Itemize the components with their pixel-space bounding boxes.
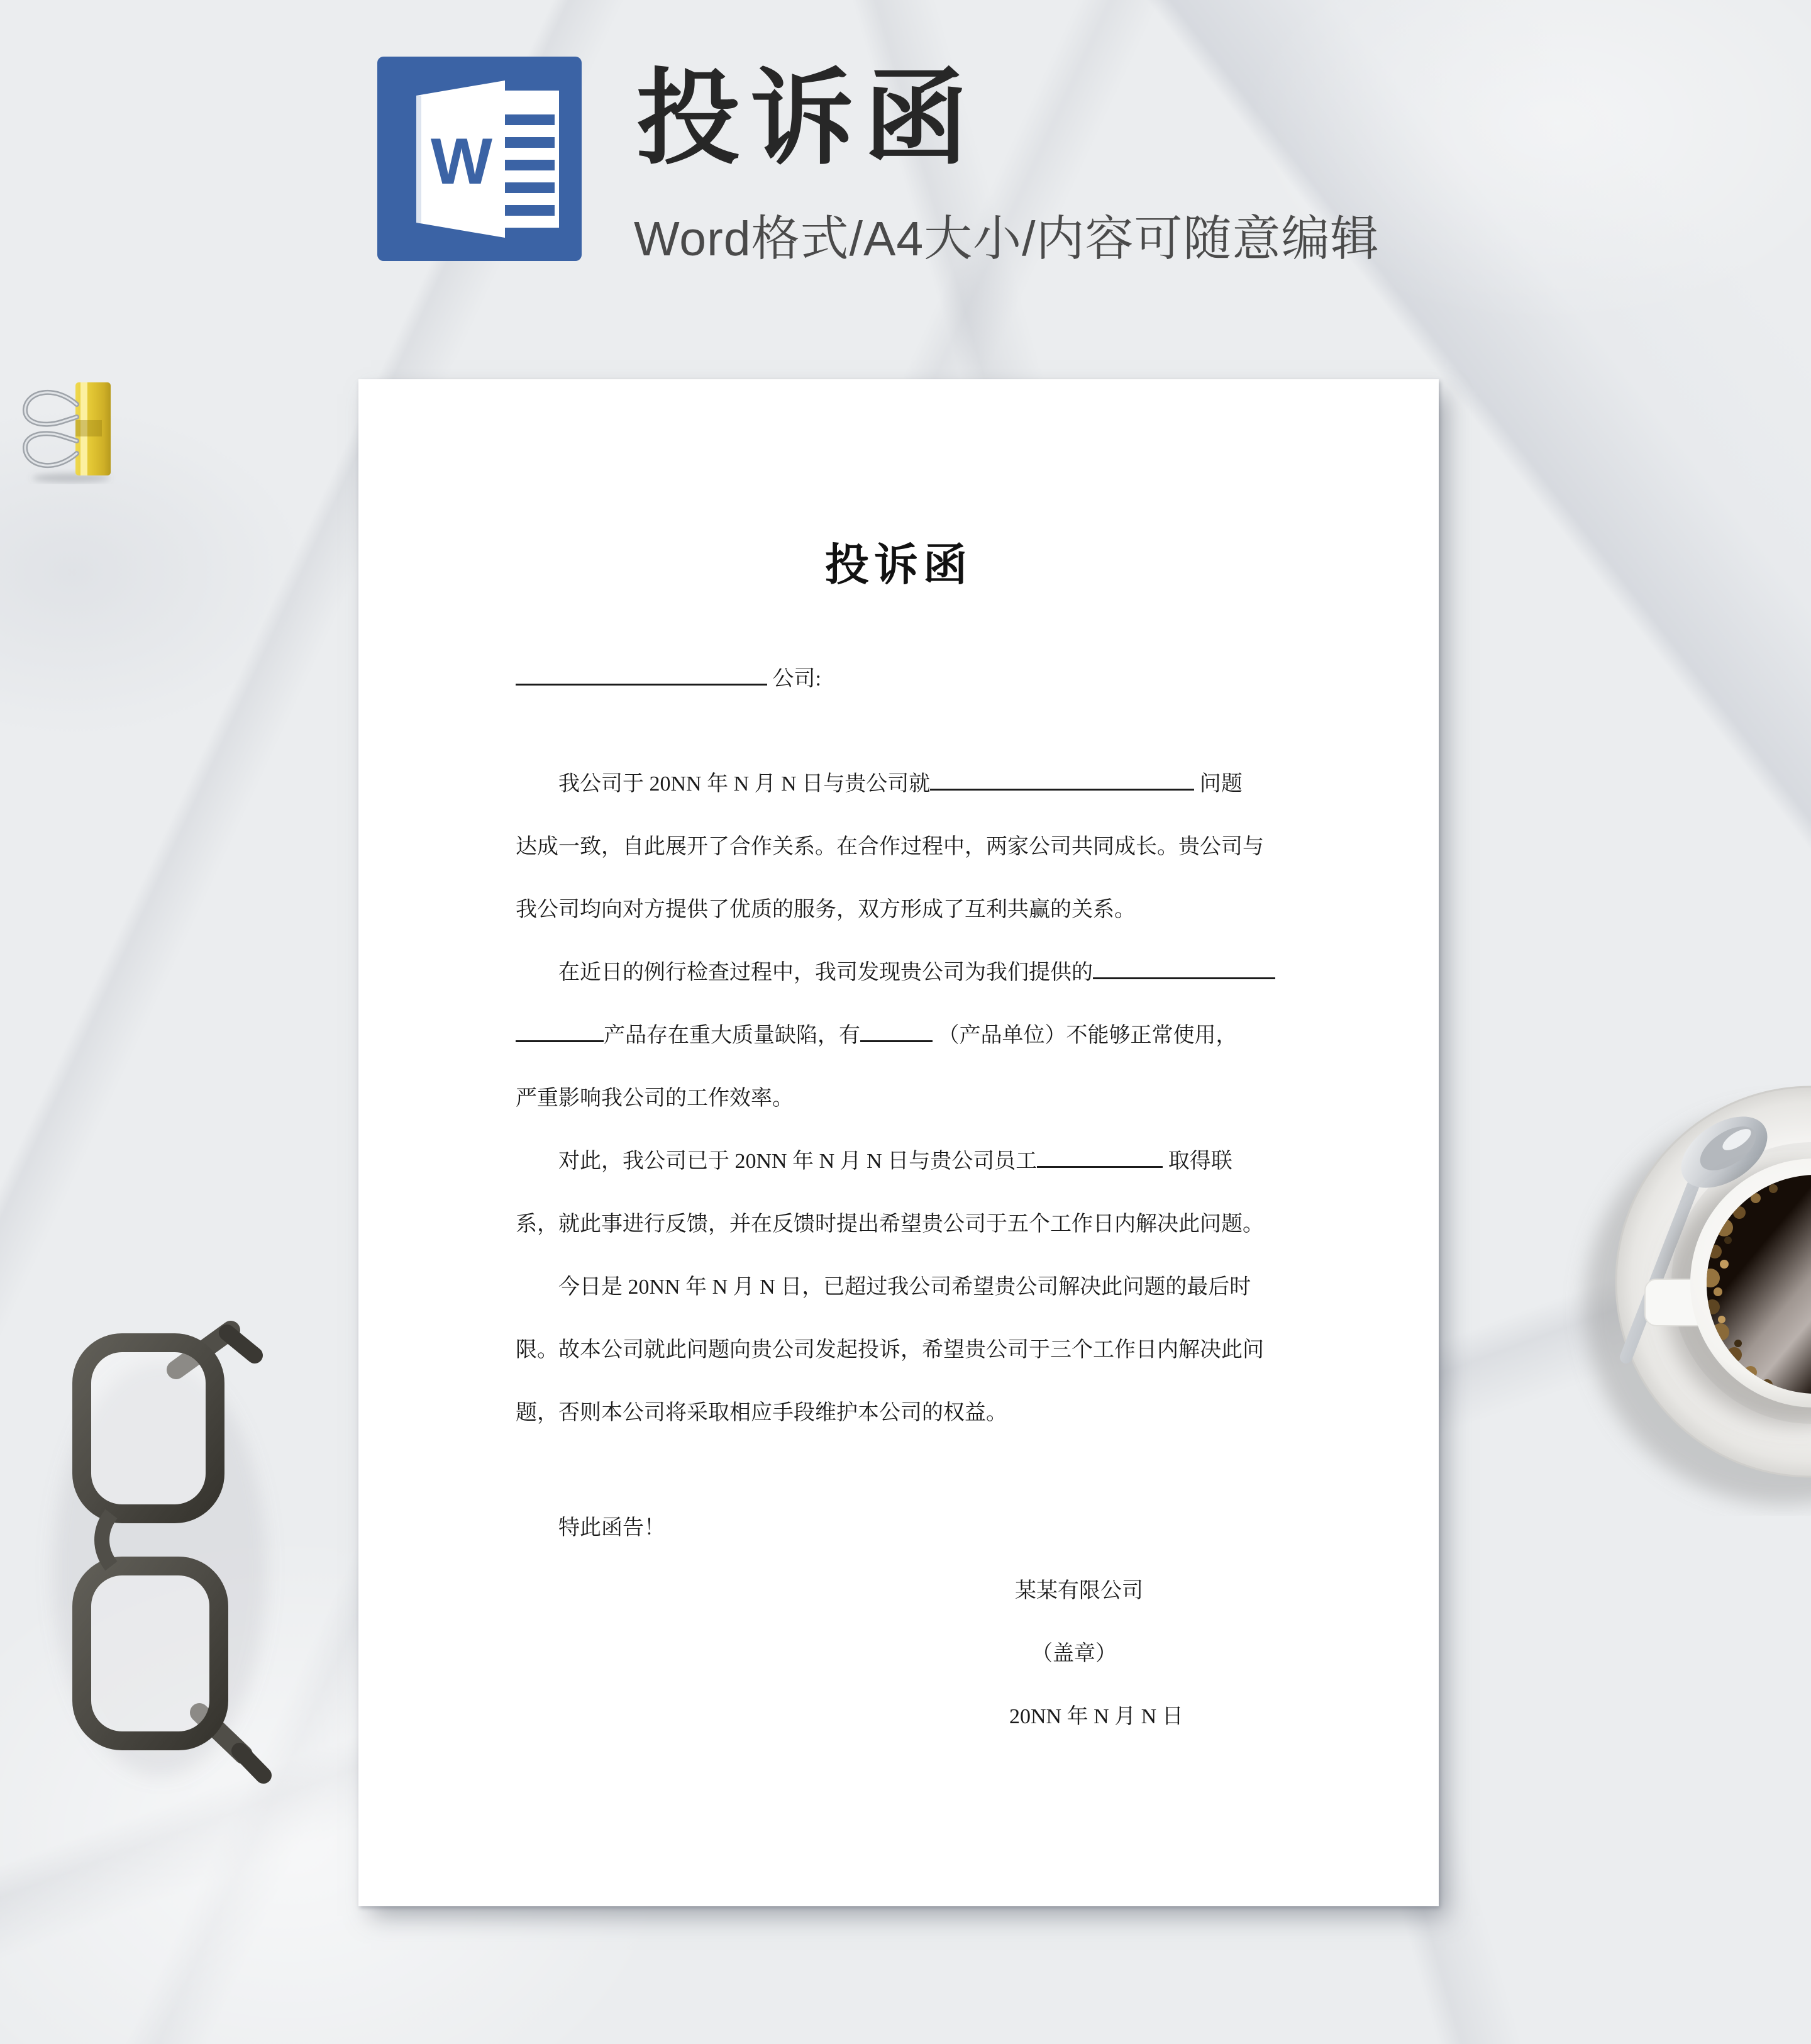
- letter-greeting-line: 公司:: [516, 648, 1283, 711]
- signature-date: 20NN 年 N 月 N 日: [1009, 1705, 1183, 1728]
- signature-seal: （盖章）: [1031, 1642, 1117, 1665]
- blank-underline: [930, 770, 1194, 791]
- coffee-cup-icon: [1559, 1063, 1811, 1516]
- letter-line: 我公司均向对方提供了优质的服务，双方形成了互利共赢的关系。: [516, 898, 1136, 921]
- blank-underline: [516, 665, 767, 686]
- glasses-icon: [35, 1305, 299, 1884]
- document-page: [358, 379, 1439, 1906]
- header-title: 投诉函: [636, 60, 978, 176]
- header-subtitle: Word格式/A4大小/内容可随意编辑: [634, 212, 1380, 266]
- svg-text:W: W: [430, 125, 493, 198]
- word-icon: [377, 57, 582, 261]
- letter-line: 今日是 20NN 年 N 月 N 日，已超过我公司希望贵公司解决此问题的最后时: [558, 1275, 1251, 1299]
- letter-line: 严重影响我公司的工作效率。: [516, 1087, 794, 1110]
- letter-line: 对此，我公司已于 20NN 年 N 月 N 日与贵公司员工 取得联: [516, 1130, 1283, 1193]
- blank-underline: [1037, 1147, 1163, 1168]
- letter-title: 投诉函: [825, 542, 972, 590]
- letter-line: 达成一致，自此展开了合作关系。在合作过程中，两家公司共同成长。贵公司与: [516, 835, 1264, 858]
- letter-line: 我公司于 20NN 年 N 月 N 日与贵公司就 问题: [516, 753, 1283, 816]
- letter-line: 题，否则本公司将采取相应手段维护本公司的权益。: [516, 1401, 1007, 1425]
- letter-line: 产品存在重大质量缺陷，有 （产品单位）不能够正常使用，: [516, 1004, 1283, 1067]
- blank-underline: [860, 1021, 933, 1042]
- binder-clip-icon: [16, 376, 119, 484]
- signature-block: [1009, 1560, 1283, 1748]
- letter-text: [516, 648, 1283, 1748]
- letter-line: 限。故本公司就此问题向贵公司发起投诉，希望贵公司于三个工作日内解决此问: [516, 1338, 1264, 1362]
- letter-body: [516, 753, 1283, 1445]
- blank-underline: [516, 1021, 604, 1042]
- signature-company: 某某有限公司: [1015, 1579, 1143, 1602]
- letter-line: 系，就此事进行反馈，并在反馈时提出希望贵公司于五个工作日内解决此问题。: [516, 1213, 1264, 1236]
- letter-closing: 特此函告！: [558, 1516, 665, 1540]
- letter-line: 在近日的例行检查过程中，我司发现贵公司为我们提供的: [516, 941, 1283, 1004]
- blank-underline: [1093, 958, 1275, 979]
